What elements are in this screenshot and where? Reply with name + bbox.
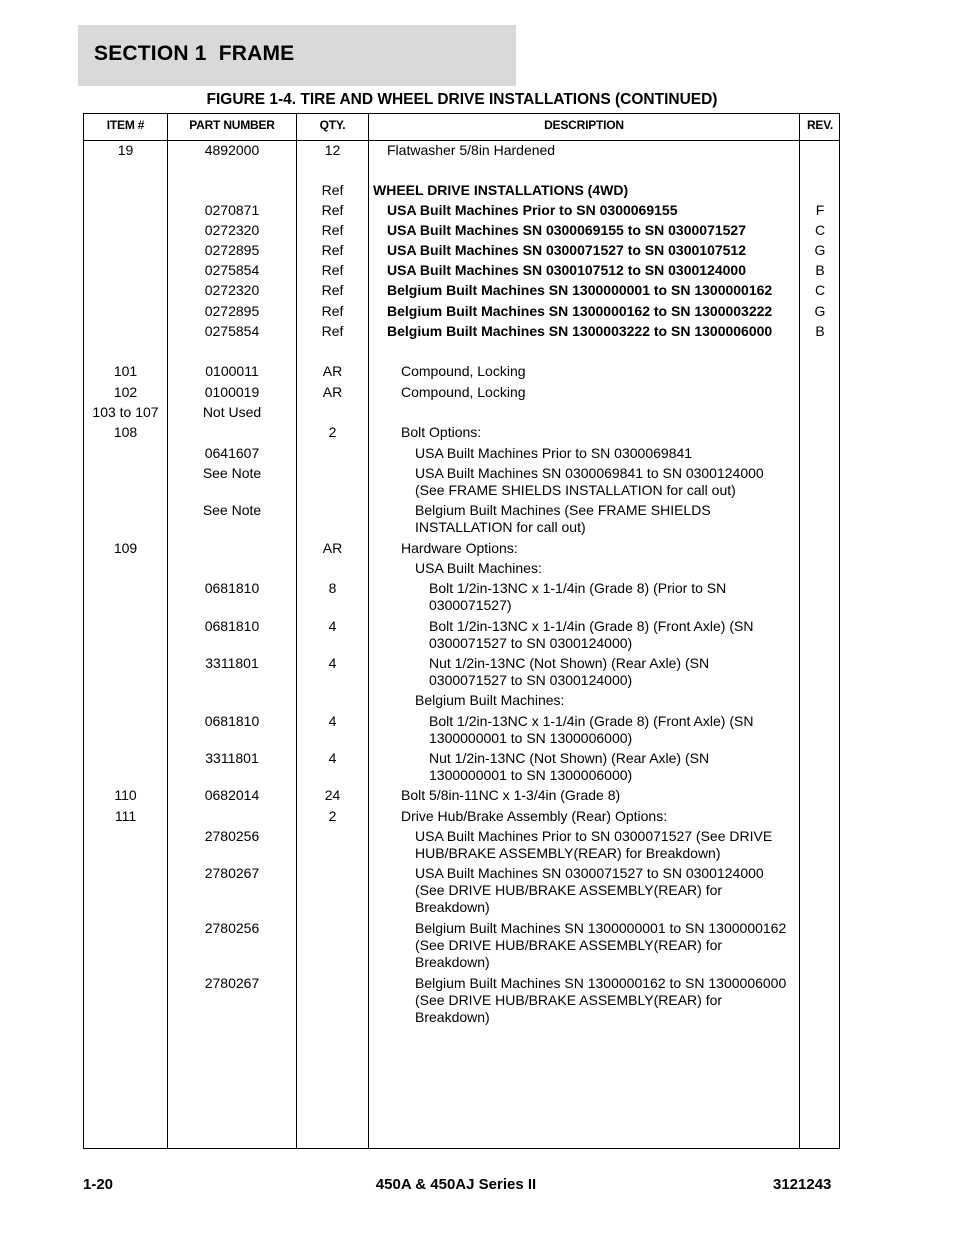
section-title: SECTION 1 FRAME [94,42,295,65]
description-cell: Bolt 1/2in-13NC x 1-1/4in (Grade 8) (Prior to SN 0300071527) [429,580,727,613]
qty-cell: Ref [321,202,344,218]
part-number-cell: 2780256 [204,828,260,844]
rev-cell: G [814,242,826,258]
header-item: ITEM # [106,118,145,132]
description-cell: WHEEL DRIVE INSTALLATIONS (4WD) [373,182,629,198]
footer-page-number: 1-20 [83,1176,114,1193]
part-number-cell: 0272320 [204,282,260,298]
description-cell: Belgium Built Machines SN 1300000162 to SN 1300006000 (See DRIVE HUB/BRAKE ASSEMBLY(REAR) for Breakdown) [415,975,787,1025]
item-cell: 102 [113,384,138,400]
description-cell: Belgium Built Machines: [415,692,565,708]
part-number-cell: 0681810 [204,580,260,596]
qty-cell: 4 [328,750,337,766]
section-banner [78,25,516,86]
qty-cell: 2 [328,424,337,440]
description-cell: USA Built Machines Prior to SN 0300071527 (See DRIVE HUB/BRAKE ASSEMBLY(REAR) for Breakdown) [415,828,773,861]
description-cell: USA Built Machines SN 0300069155 to SN 0300071527 [387,222,747,238]
header-description: DESCRIPTION [544,118,624,132]
part-number-cell: 0275854 [204,323,260,339]
qty-cell: 2 [328,808,337,824]
part-number-cell: 3311801 [205,655,259,671]
qty-cell: AR [322,384,343,400]
item-cell: 109 [113,540,138,556]
description-cell: Belgium Built Machines SN 1300000162 to SN 1300003222 [387,303,773,319]
header-part-number: PART NUMBER [189,118,275,132]
qty-cell: 8 [328,580,337,596]
part-number-cell: 0681810 [204,618,260,634]
part-number-cell: See Note [202,502,262,518]
part-number-cell: 2780256 [204,920,260,936]
part-number-cell: 0682014 [204,787,260,803]
item-cell: 101 [113,363,138,379]
part-number-cell: 0272895 [204,303,260,319]
rev-cell: B [815,323,825,339]
part-number-cell: 2780267 [204,975,260,991]
part-number-cell: 0100011 [205,363,259,379]
part-number-cell: Not Used [202,404,262,420]
part-number-cell: 4892000 [204,142,260,158]
part-number-cell: See Note [202,465,262,481]
footer-model: 450A & 450AJ Series II [375,1176,537,1193]
qty-cell: AR [322,540,343,556]
description-cell: Compound, Locking [401,384,526,400]
figure-title: FIGURE 1-4. TIRE AND WHEEL DRIVE INSTALLATIONS (CONTINUED) [206,91,718,108]
qty-cell: 4 [328,618,337,634]
part-number-cell: 0100019 [204,384,260,400]
part-number-cell: 0270871 [204,202,260,218]
qty-cell: Ref [321,242,344,258]
description-cell: USA Built Machines SN 0300071527 to SN 0300107512 [387,242,747,258]
item-cell: 103 to 107 [92,404,159,420]
part-number-cell: 0272320 [204,222,260,238]
description-cell: Belgium Built Machines SN 1300000001 to SN 1300000162 [387,282,773,298]
item-cell: 110 [114,787,137,803]
description-cell: Bolt 5/8in-11NC x 1-3/4in (Grade 8) [401,787,621,803]
item-cell: 111 [114,808,137,824]
description-cell: USA Built Machines SN 0300071527 to SN 0300124000 (See DRIVE HUB/BRAKE ASSEMBLY(REAR) for Breakdown) [415,865,764,915]
description-cell: USA Built Machines: [415,560,542,576]
description-cell: Belgium Built Machines SN 1300000001 to SN 1300000162 (See DRIVE HUB/BRAKE ASSEMBLY(REAR) for Breakdown) [415,920,787,970]
part-number-cell: 0681810 [204,713,260,729]
description-cell: USA Built Machines SN 0300069841 to SN 0300124000 (See FRAME SHIELDS INSTALLATION for call out) [415,465,764,498]
part-number-cell: 0272895 [204,242,260,258]
footer-doc-number: 3121243 [773,1176,832,1193]
header-rev: REV. [806,118,834,132]
item-cell: 108 [113,424,138,440]
part-number-cell: 2780267 [204,865,260,881]
rev-cell: F [815,202,825,218]
qty-cell: AR [322,363,343,379]
rev-cell: B [815,262,825,278]
description-cell: Bolt 1/2in-13NC x 1-1/4in (Grade 8) (Front Axle) (SN 0300071527 to SN 0300124000) [429,618,754,651]
qty-cell: Ref [321,303,344,319]
description-cell: USA Built Machines Prior to SN 0300069841 [415,445,693,461]
qty-cell: Ref [321,222,344,238]
description-cell: USA Built Machines Prior to SN 0300069155 [387,202,678,218]
header-divider [84,140,839,141]
qty-cell: Ref [321,323,344,339]
description-cell: Belgium Built Machines (See FRAME SHIELDS INSTALLATION for call out) [415,502,711,535]
header-qty: QTY. [319,118,346,132]
item-cell: 19 [117,142,134,158]
part-number-cell: 3311801 [205,750,259,766]
qty-cell: 4 [328,713,337,729]
description-cell: Bolt Options: [401,424,482,440]
qty-cell: 24 [324,787,341,803]
rev-cell: C [814,222,826,238]
qty-cell: 12 [324,142,341,158]
description-cell: Drive Hub/Brake Assembly (Rear) Options: [401,808,668,824]
description-cell: Flatwasher 5/8in Hardened [387,142,556,158]
description-cell: Bolt 1/2in-13NC x 1-1/4in (Grade 8) (Front Axle) (SN 1300000001 to SN 1300006000) [429,713,754,746]
description-cell: Nut 1/2in-13NC (Not Shown) (Rear Axle) (SN 0300071527 to SN 0300124000) [429,655,710,688]
part-number-cell: 0641607 [204,445,260,461]
description-cell: Nut 1/2in-13NC (Not Shown) (Rear Axle) (SN 1300000001 to SN 1300006000) [429,750,710,783]
parts-table [83,113,840,1149]
qty-cell: Ref [321,282,344,298]
rev-cell: G [814,303,826,319]
description-cell: Hardware Options: [401,540,518,556]
qty-cell: 4 [328,655,337,671]
qty-cell: Ref [321,262,344,278]
rev-cell: C [814,282,826,298]
description-cell: Belgium Built Machines SN 1300003222 to SN 1300006000 [387,323,773,339]
qty-cell: Ref [321,182,344,198]
description-cell: USA Built Machines SN 0300107512 to SN 0300124000 [387,262,747,278]
description-cell: Compound, Locking [401,363,526,379]
part-number-cell: 0275854 [204,262,260,278]
